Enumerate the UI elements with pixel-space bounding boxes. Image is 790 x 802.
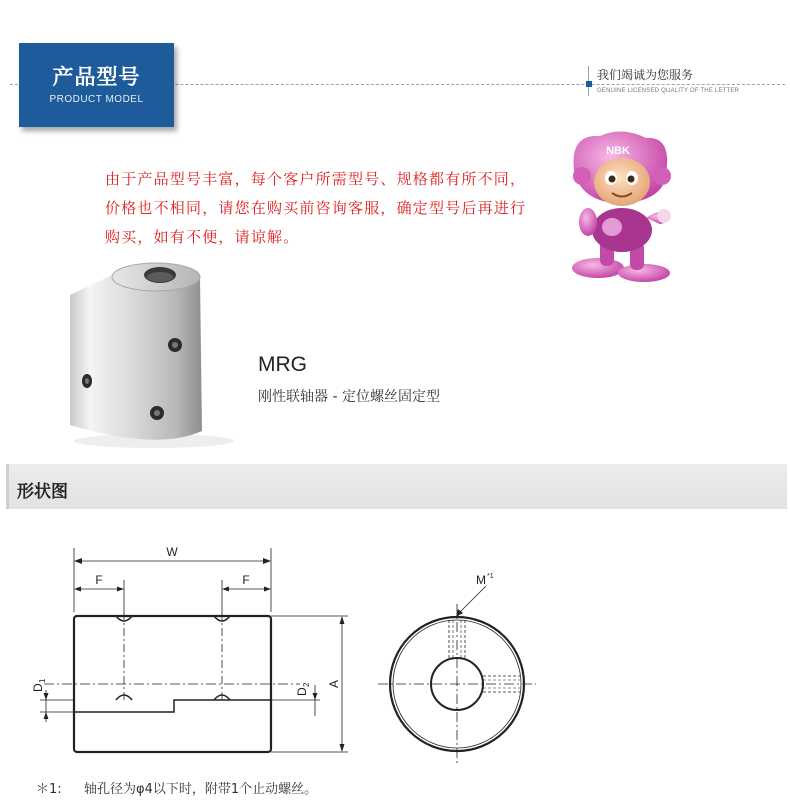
dim-m-superscript: *1 xyxy=(487,573,494,580)
coupling-image xyxy=(62,255,240,450)
robot-mascot-icon xyxy=(560,130,690,285)
shape-drawing xyxy=(0,520,790,770)
footnote-text: 轴孔径为φ4以下时，附带1个止动螺丝。 xyxy=(84,782,318,797)
dim-d2-label: D xyxy=(295,687,309,696)
product-model: MRG xyxy=(258,353,307,376)
tagline-marker xyxy=(586,81,592,87)
dim-d2-subscript: 2 xyxy=(302,682,311,687)
footnote-mark: ＊1: xyxy=(36,782,62,797)
badge-title: 产品型号 xyxy=(52,65,141,89)
dim-d1-subscript: 1 xyxy=(38,678,47,683)
badge-subtitle: PRODUCT MODEL xyxy=(49,94,144,105)
section-header xyxy=(6,464,787,509)
dim-a-label: A xyxy=(327,679,341,689)
dim-w-label: W xyxy=(166,545,178,559)
tagline-title: 我们竭诚为您服务 xyxy=(597,68,694,82)
dim-m-label: M xyxy=(476,573,486,587)
dim-f-right-label: F xyxy=(242,573,250,587)
dim-f-left-label: F xyxy=(95,573,103,587)
section-title: 形状图 xyxy=(17,482,68,502)
tagline-subtitle: GENUINE LICENSED QUALITY OF THE LETTER xyxy=(597,88,740,94)
product-model-badge xyxy=(19,43,174,127)
product-description: 刚性联轴器 - 定位螺丝固定型 xyxy=(258,389,440,405)
dim-d1-label: D xyxy=(31,683,45,692)
purchase-notice: 由于产品型号丰富，每个客户所需型号、规格都有所不同，价格也不相同，请您在购买前咨询客服，确定型号后再进行购买，如有不便，请谅解。 xyxy=(105,170,527,246)
mascot-logo: NBK xyxy=(606,145,630,157)
